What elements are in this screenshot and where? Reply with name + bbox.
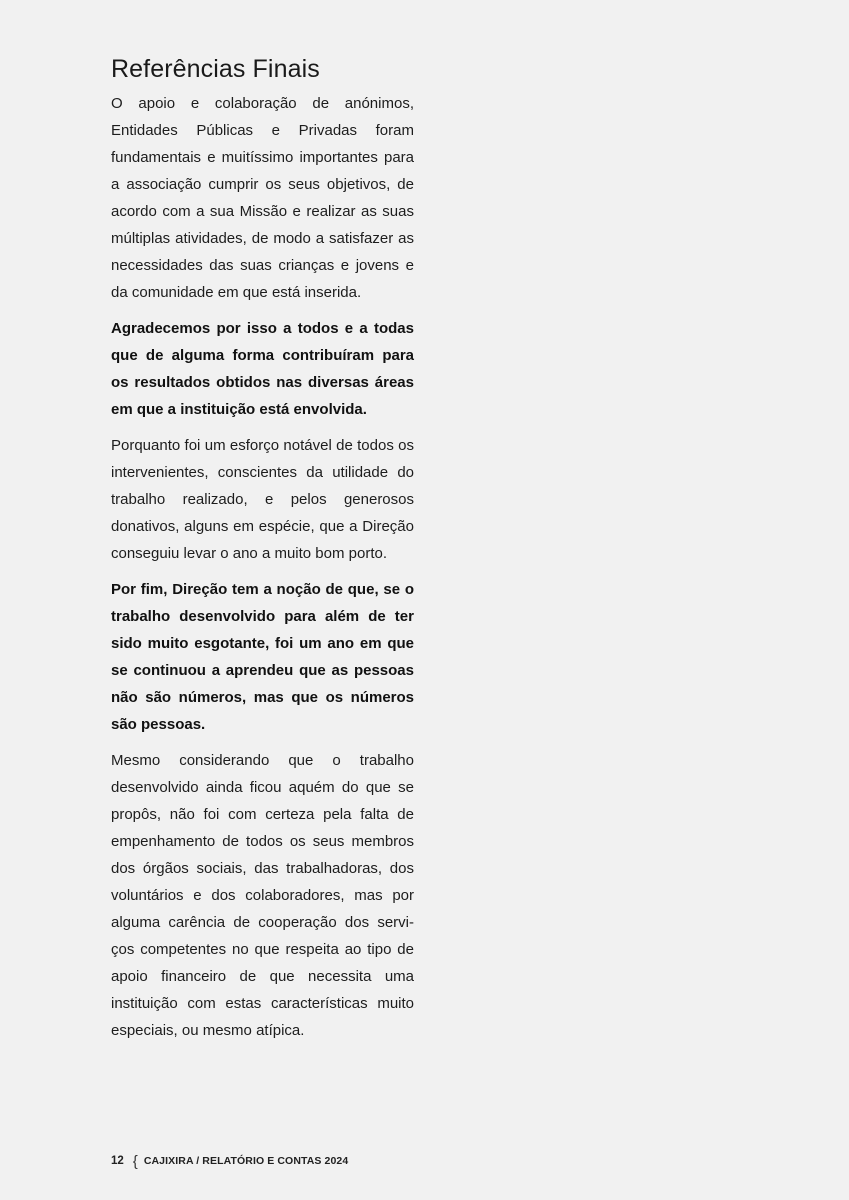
page-content: [111, 52, 414, 1053]
page-footer: [111, 1152, 348, 1170]
page-number: 12: [111, 1155, 124, 1167]
page-title: Referências Finais: [111, 55, 320, 83]
paragraph-effort: Porquanto foi um esforço notável de todos os intervenientes, conscientes da utilidade do trabalho realizado, e pelos generosos donativos, alguns em espécie, que a Direção conseguiu levar o ano a muito bom porto.: [111, 437, 414, 562]
paragraph-support: O apoio e colaboração de anónimos, Entidades Públicas e Privadas foram fundamentais e muitíssimo importantes para a associação cumprir os seus objetivos, de acordo com a sua Missão e realizar as suas múltiplas atividades, de modo a satisfazer as necessidades das suas crianças e jovens e da comunidade em que está inserida.: [111, 95, 414, 301]
document-name: CAJIXIRA / RELATÓRIO E CONTAS 2024: [143, 1155, 349, 1167]
paragraph-considerations: Mesmo considerando que o trabalho desenvolvido ainda ficou aquém do que se propôs, não foi com certeza pela falta de empenhamento de todos os seus membros dos órgãos sociais, das trabalhadoras, dos voluntários e dos colaboradores, mas por alguma carência de cooperação dos servi-ços competentes no que respeita ao tipo de apoio financeiro de que necessita uma instituição com estas características muito especiais, ou mesmo atípica.: [111, 752, 414, 1039]
paragraph-conclusion: Por fim, Direção tem a noção de que, se o trabalho desenvolvido para além de ter sido muito esgotante, foi um ano em que se continuou a aprendeu que as pessoas não são números, mas que os números são pessoas.: [111, 581, 414, 733]
footer-brace: {: [132, 1152, 138, 1170]
paragraph-thanks: Agradecemos por isso a todos e a todas que de alguma forma contribuíram para os resultados obtidos nas diversas áreas em que a instituição está envolvida.: [111, 320, 414, 418]
